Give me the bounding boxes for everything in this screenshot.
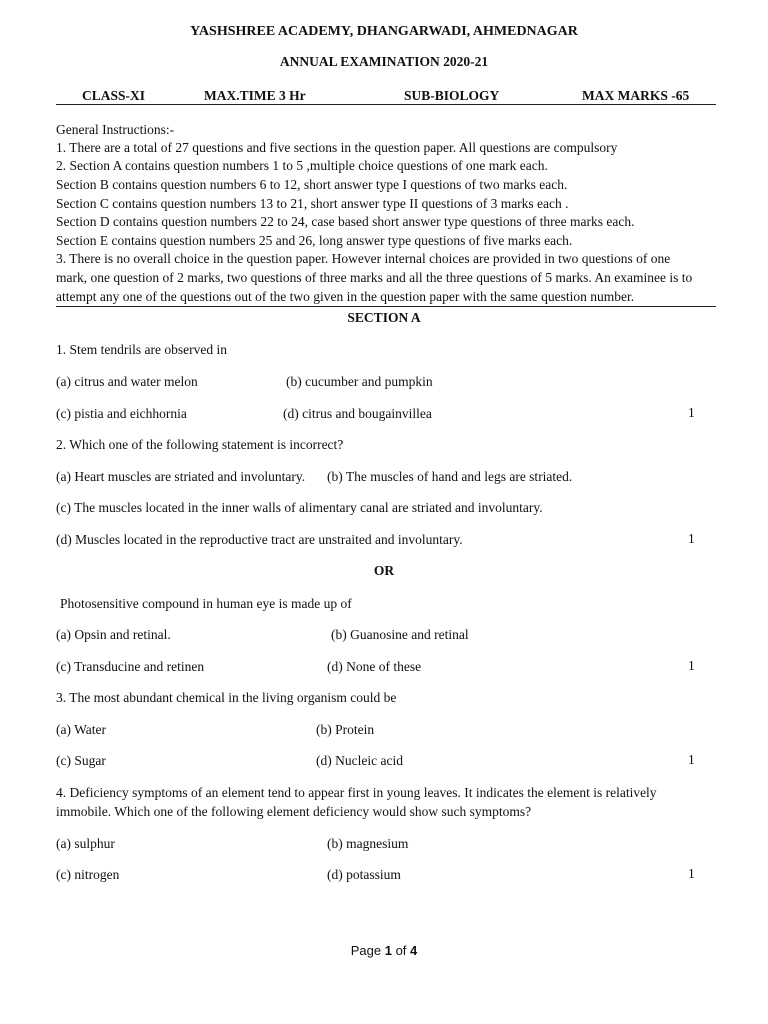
question-4: 4. Deficiency symptoms of an element tend to appear first in young leaves. It indicates the element is relatively bbox=[56, 785, 657, 800]
question-marks: 1 bbox=[688, 752, 695, 767]
question-2: 2. Which one of the following statement is incorrect? bbox=[56, 437, 344, 452]
option-d: (d) citrus and bougainvillea bbox=[283, 406, 432, 421]
section-a-title: SECTION A bbox=[347, 310, 421, 325]
question-marks: 1 bbox=[688, 405, 695, 420]
option-d: (d) potassium bbox=[327, 867, 401, 882]
time-label: MAX.TIME 3 Hr bbox=[204, 88, 306, 103]
marks-label: MAX MARKS -65 bbox=[582, 88, 690, 103]
option-b: (b) magnesium bbox=[327, 836, 409, 851]
instruction-line: Section B contains question numbers 6 to 12, short answer type I questions of two marks each. bbox=[56, 177, 568, 192]
question-2-alternative: Photosensitive compound in human eye is made up of bbox=[60, 596, 352, 611]
option-b: (b) The muscles of hand and legs are striated. bbox=[327, 469, 573, 484]
question-1: 1. Stem tendrils are observed in bbox=[56, 342, 227, 357]
instruction-line: Section E contains question numbers 25 and 26, long answer type questions of five marks each. bbox=[56, 233, 573, 248]
question-3: 3. The most abundant chemical in the living organism could be bbox=[56, 690, 397, 705]
class-label: CLASS-XI bbox=[82, 88, 146, 103]
question-marks: 1 bbox=[688, 866, 695, 881]
option-c: (c) The muscles located in the inner walls of alimentary canal are striated and involuntary. bbox=[56, 500, 543, 515]
option-b: (b) Guanosine and retinal bbox=[331, 627, 469, 642]
instruction-line: 3. There is no overall choice in the question paper. However internal choices are provided in two questions of one bbox=[56, 251, 671, 266]
school-name: YASHSHREE ACADEMY, DHANGARWADI, AHMEDNAGAR bbox=[190, 24, 578, 39]
instruction-line: Section D contains question numbers 22 to 24, case based short answer type questions of three marks each. bbox=[56, 214, 635, 229]
option-a: (a) sulphur bbox=[56, 836, 115, 851]
option-b: (b) Protein bbox=[316, 722, 375, 737]
current-page: 1 bbox=[384, 943, 392, 958]
instruction-line: 1. There are a total of 27 questions and five sections in the question paper. All questions are compulsory bbox=[56, 140, 618, 155]
question-marks: 1 bbox=[688, 531, 695, 546]
subject-label: SUB-BIOLOGY bbox=[404, 88, 500, 103]
option-a: (a) Opsin and retinal. bbox=[56, 627, 171, 642]
option-a: (a) citrus and water melon bbox=[56, 374, 198, 389]
instruction-line: 2. Section A contains question numbers 1 to 5 ,multiple choice questions of one mark each. bbox=[56, 158, 548, 173]
option-a: (a) Water bbox=[56, 722, 107, 737]
instruction-line: attempt any one of the questions out of the two given in the question paper with the same question number. bbox=[56, 289, 635, 304]
exam-title: ANNUAL EXAMINATION 2020-21 bbox=[279, 54, 489, 69]
instructions-heading: General Instructions:- bbox=[56, 122, 175, 137]
header-divider bbox=[56, 104, 716, 105]
page-number bbox=[0, 943, 768, 958]
option-b: (b) cucumber and pumpkin bbox=[286, 374, 433, 389]
of-word: of bbox=[395, 943, 407, 958]
instructions-divider bbox=[56, 306, 716, 307]
option-c: (c) Transducine and retinen bbox=[56, 659, 205, 674]
option-d: (d) Muscles located in the reproductive tract are unstraited and involuntary. bbox=[56, 532, 463, 547]
option-c: (c) Sugar bbox=[56, 753, 106, 768]
page-word: Page bbox=[350, 943, 382, 958]
option-c: (c) pistia and eichhornia bbox=[56, 406, 187, 421]
option-c: (c) nitrogen bbox=[56, 867, 120, 882]
instruction-line: mark, one question of 2 marks, two questions of three marks and all the three questions of 5 marks. An examinee is to bbox=[56, 270, 693, 285]
option-d: (d) Nucleic acid bbox=[316, 753, 403, 768]
or-label: OR bbox=[373, 563, 395, 578]
option-d: (d) None of these bbox=[327, 659, 422, 674]
question-4-continued: immobile. Which one of the following element deficiency would show such symptoms? bbox=[56, 804, 532, 819]
total-pages: 4 bbox=[410, 943, 418, 958]
option-a: (a) Heart muscles are striated and involuntary. bbox=[56, 469, 306, 484]
question-marks: 1 bbox=[688, 658, 695, 673]
instruction-line: Section C contains question numbers 13 to 21, short answer type II questions of 3 marks each . bbox=[56, 196, 569, 211]
